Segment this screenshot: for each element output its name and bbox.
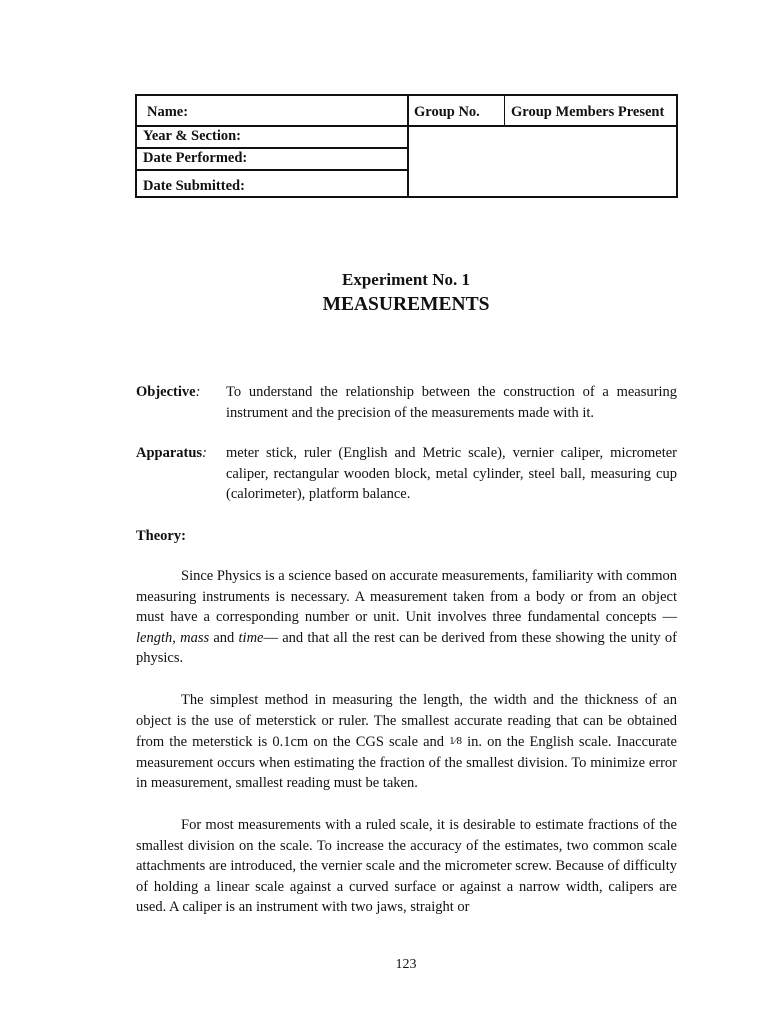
- term-time: time: [238, 629, 264, 646]
- theory-heading: Theory:: [136, 528, 186, 544]
- group-members-field[interactable]: [505, 96, 678, 125]
- fraction-one-eighth: 1⁄8: [449, 735, 462, 748]
- year-section-field[interactable]: [137, 125, 409, 147]
- apparatus-text: meter stick, ruler (English and Metric scale), vernier caliper, micrometer caliper, rectangular wooden block, metal cylinder, steel ball, measuring cup (calorimeter), platform balance.: [226, 445, 677, 503]
- group-members-label: Group Members Present: [511, 104, 665, 120]
- experiment-title: MEASUREMENTS: [322, 294, 490, 315]
- name-field[interactable]: [137, 96, 409, 125]
- group-no-field[interactable]: [409, 96, 505, 125]
- theory-paragraph-2: The simplest method in measuring the length, the width and the thickness of an object is the use of meterstick or ruler. The smallest accurate reading that can be obtained from the meterstick is 0.1cm on the CGS scale and 1⁄8 in. on the English scale. Inaccurate measurement occurs when estimating the fraction of the smallest division. To minimize error in measurement, smallest reading must be taken.: [136, 692, 677, 792]
- year-section-label: Year & Section:: [143, 128, 241, 144]
- group-no-label: Group No.: [414, 104, 480, 120]
- date-performed-label: Date Performed:: [143, 150, 248, 166]
- date-submitted-label: Date Submitted:: [143, 178, 245, 194]
- objective-section: [136, 382, 677, 423]
- theory-paragraph-3: For most measurements with a ruled scale, it is desirable to estimate fractions of the smallest division on the scale. To increase the accuracy of the estimates, two common scale attachments are introduced, the vernier scale and the micrometer screw. Because of difficulty of holding a linear scale against a curved surface or against a narrow width, calipers are used. A caliper is an instrument with two jaws, straight or: [136, 817, 677, 916]
- student-info-table: [135, 94, 678, 198]
- group-entry-area[interactable]: [409, 125, 678, 198]
- page-number: 123: [395, 957, 417, 972]
- name-label: Name:: [147, 104, 189, 120]
- apparatus-label: Apparatus:: [136, 445, 207, 461]
- theory-paragraph-1: Since Physics is a science based on accurate measurements, familiarity with common measuring instruments is necessary. A measurement taken from a body or from an object must have a corresponding number or unit. Unit involves three fundamental concepts — length, mass and time— and that all the rest can be derived from these showing the unity of physics.: [136, 568, 677, 667]
- apparatus-section: [136, 443, 677, 505]
- term-length: length: [136, 629, 173, 646]
- date-performed-field[interactable]: [137, 147, 409, 169]
- experiment-number: Experiment No. 1: [342, 270, 470, 289]
- objective-label: Objective:: [136, 384, 201, 400]
- objective-text: To understand the relationship between the construction of a measuring instrument and the precision of the measurements made with it.: [226, 384, 677, 421]
- date-submitted-field[interactable]: [137, 169, 409, 198]
- term-mass: mass: [180, 629, 210, 646]
